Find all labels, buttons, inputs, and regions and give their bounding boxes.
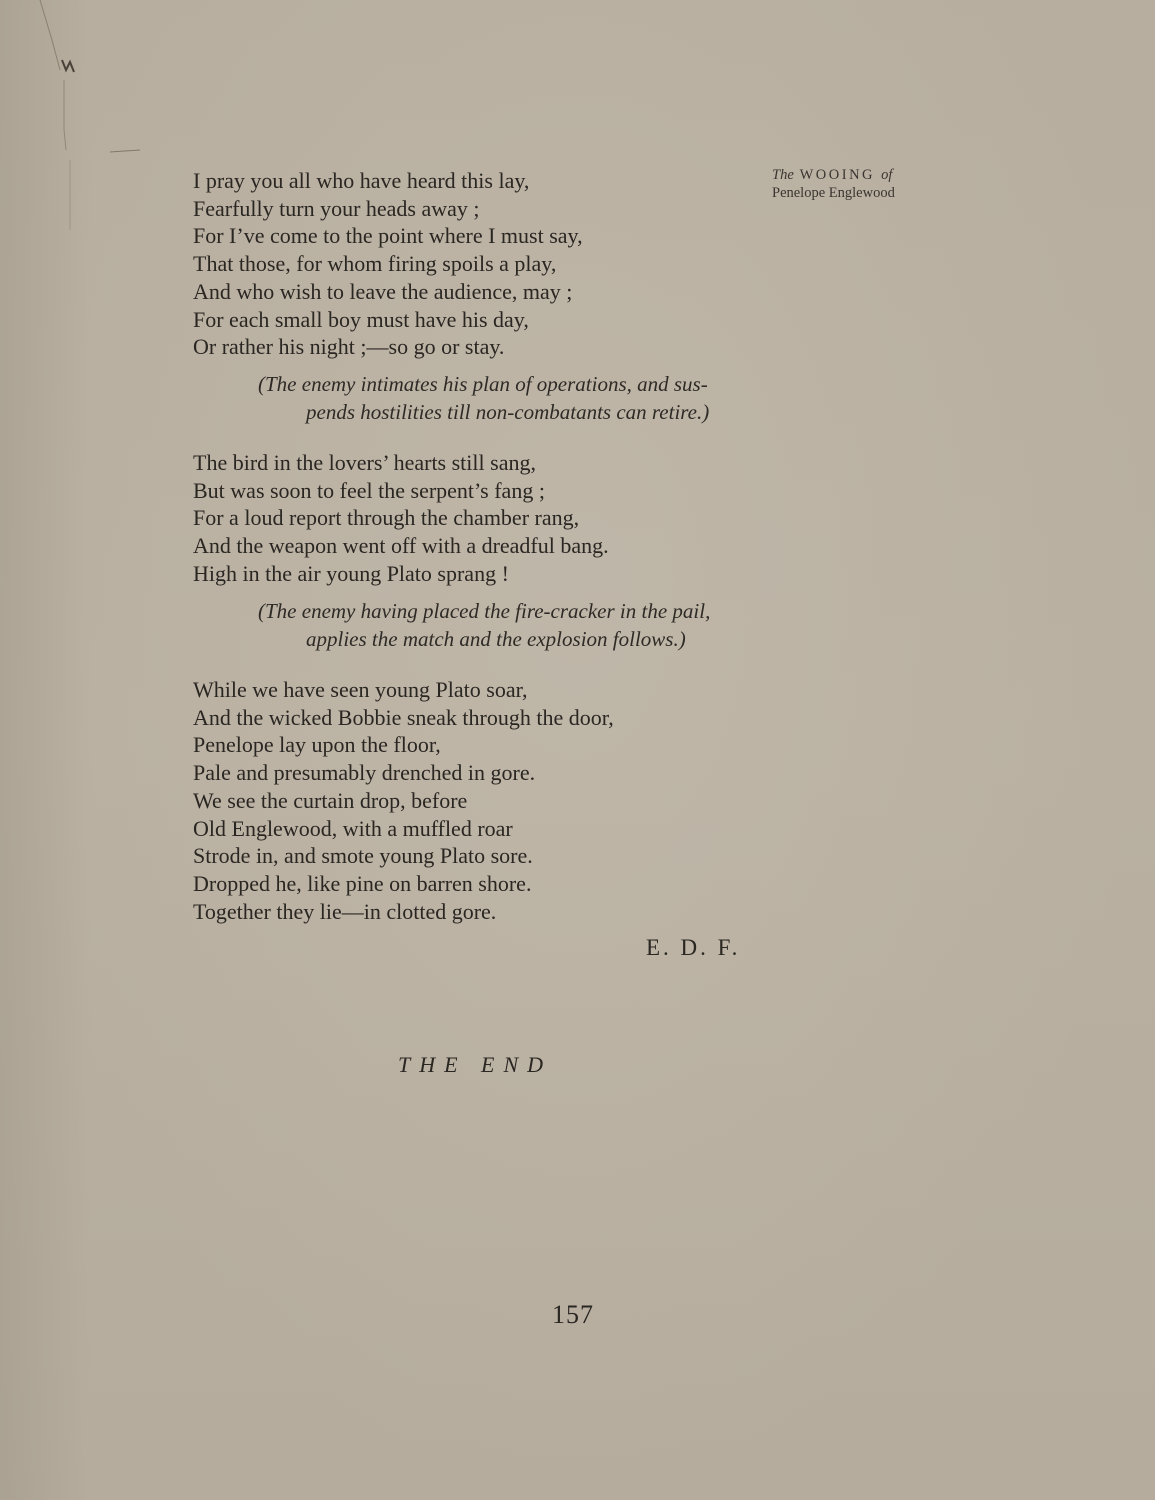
running-head-title <box>772 166 952 184</box>
poem-line: And the wicked Bobbie sneak through the door, <box>193 704 614 730</box>
running-head-subtitle: Penelope Englewood <box>772 185 895 201</box>
stanza-1 <box>193 167 753 361</box>
page-number: 157 <box>552 1300 594 1329</box>
stage-direction-line: (The enemy intimates his plan of operations, and sus- <box>258 372 708 396</box>
poem-line: While we have seen young Plato soar, <box>193 677 528 702</box>
stanza-2 <box>193 449 753 588</box>
poem-line: Old Englewood, with a muffled roar <box>193 815 513 841</box>
poem-line: Or rather his night ;—so go or stay. <box>193 334 505 360</box>
stage-direction-line: pends hostilities till non-combatants can retire.) <box>306 400 710 424</box>
poem-line: I pray you all who have heard this lay, <box>193 168 530 193</box>
running-head <box>772 166 952 202</box>
poem-line: Fearfully turn your heads away ; <box>193 195 480 221</box>
poem-line: Pale and presumably drenched in gore. <box>193 760 536 786</box>
poem-line: For I’ve come to the point where I must say, <box>193 223 583 249</box>
poem-line: Dropped he, like pine on barren shore. <box>193 870 532 896</box>
stage-direction-1 <box>258 370 778 426</box>
poem-line: The bird in the lovers’ hearts still sang, <box>193 450 536 475</box>
poem-line: For each small boy must have his day, <box>193 306 529 332</box>
running-head-wooing: WOOING <box>799 167 876 183</box>
margin-marks <box>0 0 160 240</box>
the-end-heading: THE END <box>398 1052 553 1077</box>
poem-line: But was soon to feel the serpent’s fang ; <box>193 477 545 503</box>
poem-line: Penelope lay upon the floor, <box>193 732 441 758</box>
poem-line: For a loud report through the chamber rang, <box>193 505 580 531</box>
running-head-the: The <box>772 167 794 183</box>
poem-line: High in the air young Plato sprang ! <box>193 560 509 586</box>
poem-line: Strode in, and smote young Plato sore. <box>193 843 533 869</box>
poem-line: Together they lie—in clotted gore. <box>193 898 497 924</box>
stanza-3 <box>193 676 753 925</box>
poem-line: That those, for whom firing spoils a play, <box>193 251 557 277</box>
poem-line: And the weapon went off with a dreadful bang. <box>193 533 609 559</box>
poem-line: And who wish to leave the audience, may ; <box>193 278 573 304</box>
stage-direction-line: applies the match and the explosion follows.) <box>306 627 686 651</box>
stage-direction-line: (The enemy having placed the fire-cracker in the pail, <box>258 599 711 623</box>
author-signature: E. D. F. <box>646 935 741 960</box>
poem-line: We see the curtain drop, before <box>193 787 468 813</box>
running-head-of: of <box>881 167 893 183</box>
stage-direction-2 <box>258 597 778 653</box>
